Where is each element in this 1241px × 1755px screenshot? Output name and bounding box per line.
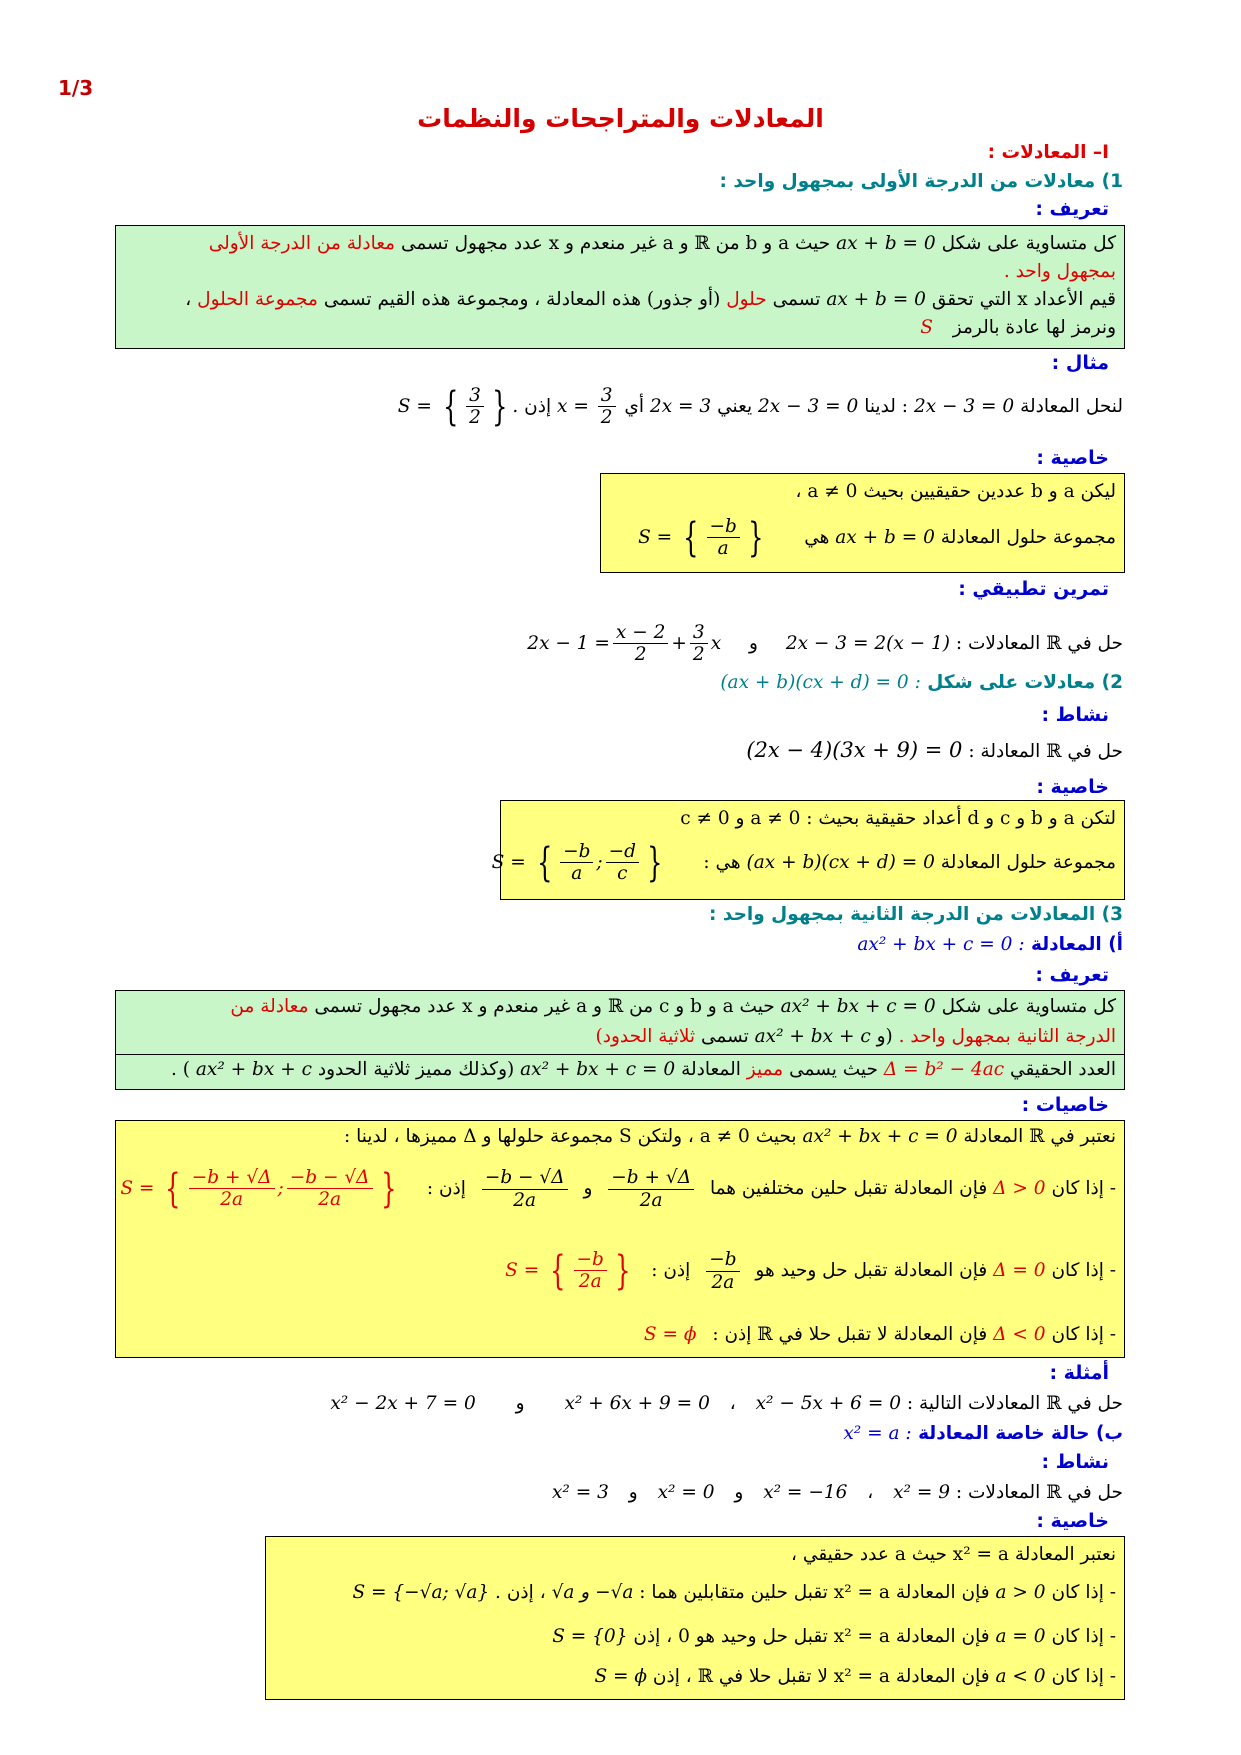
property-3-line-2: - إذا كان a > 0 فإن المعادلة x² = a تقبل حلين متقابلين هما : √a و −√a ، إذن S = {−√a; √a} .	[352, 1582, 1116, 1603]
section-1-heading: 1) معادلات من الدرجة الأولى بمجهول واحد :	[719, 171, 1123, 192]
property-3-line-1: نعتبر المعادلة x² = a حيث a عدد حقيقي ،	[791, 1544, 1116, 1565]
definition-2-line-1: كل متساوية على شكل ax² + bx + c = 0 حيث a و b و c من ℝ و a غير منعدم و x عدد مجهول تسمى معادلة من	[230, 996, 1116, 1017]
examples-line: حل في ℝ المعادلات التالية : x² − 5x + 6 = 0 ، x² + 6x + 9 = 0 و x² − 2x + 7 = 0	[330, 1393, 1123, 1414]
properties-case-1: - إذا كان Δ > 0 فإن المعادلة تقبل حلين مختلفين هما $\frac{-b + √\Delta}{2a}$ و $\frac{-b - √\Delta}{2a}$ إذن : S = { $\frac{-b + √\Delta}{2a}$ ; $\frac{-b - √\Delta}{2a}$ }	[120, 1165, 1116, 1212]
solution-set: S = { $\frac{3}{2}$ } .	[397, 383, 519, 430]
definition-2-box	[115, 990, 1125, 1090]
definition-box	[115, 225, 1125, 349]
activity-label: نشاط :	[1041, 704, 1109, 726]
definition-line-2: بمجهول واحد .	[1003, 261, 1116, 282]
section-3b-heading: ب) حالة خاصة المعادلة x² = a :	[843, 1423, 1123, 1444]
section-3a-heading: أ) المعادلة ax² + bx + c = 0 :	[857, 934, 1123, 955]
property-3-line-4: - إذا كان a < 0 فإن المعادلة x² = a لا تقبل حلا في ℝ ، إذن S = ϕ	[594, 1666, 1116, 1687]
section-3-heading: 3) المعادلات من الدرجة الثانية بمجهول واحد :	[709, 904, 1123, 925]
example-line: لنحل المعادلة 2x − 3 = 0 : لدينا 2x − 3 = 0 يعني 2x = 3 أي x = $\frac{3}{2}$ إذن S = { $\frac{3}{2}$ } .	[397, 383, 1123, 430]
example-label: مثال :	[1051, 352, 1109, 374]
property-1-box	[600, 473, 1125, 573]
properties-case-2: - إذا كان Δ = 0 فإن المعادلة تقبل حل وحيد هو $\frac{-b}{2a}$ إذن : S = { $\frac{-b}{2a}$ }	[505, 1247, 1116, 1294]
section-2-heading: 2) معادلات على شكل (ax + b)(cx + d) = 0 :	[720, 672, 1123, 693]
exercise-label: تمرين تطبيقي :	[958, 578, 1109, 600]
definition-line-3: قيم الأعداد x التي تحقق ax + b = 0 تسمى حلول (أو جذور) هذه المعادلة ، ومجموعة هذه القيم تسمى مجموعة الحلول ،	[185, 289, 1116, 310]
definition-line-1: كل متساوية على شكل ax + b = 0 حيث a و b من ℝ و a غير منعدم و x عدد مجهول تسمى معادلة من الدرجة الأولى	[208, 233, 1116, 254]
property-3-line-3: - إذا كان a = 0 فإن المعادلة x² = a تقبل حل وحيد هو 0 ، إذن S = {0}	[552, 1626, 1116, 1647]
exercise-line: حل في ℝ المعادلات : 2x − 3 = 2(x − 1) و 2x − 1 = $\frac{x - 2}{2}$ + $\frac{3}{2}$ x	[527, 622, 1123, 666]
definition-2-label: تعريف :	[1035, 964, 1109, 986]
properties-label: خاصيات :	[1021, 1094, 1109, 1116]
activity-2-line: حل في ℝ المعادلات : x² = 9 ، x² = −16 و x² = 0 و x² = 3	[551, 1482, 1123, 1503]
definition-line-4: ونرمز لها عادة بالرمز S	[920, 317, 1116, 338]
part-heading: I– المعادلات :	[987, 142, 1109, 163]
definition-label: تعريف :	[1035, 198, 1109, 220]
page-number: 1/3	[58, 76, 94, 100]
examples-label: أمثلة :	[1049, 1362, 1109, 1384]
properties-case-3: - إذا كان Δ < 0 فإن المعادلة لا تقبل حلا في ℝ إذن : S = ϕ	[643, 1324, 1116, 1345]
properties-line-1: نعتبر في ℝ المعادلة ax² + bx + c = 0 بحيث a ≠ 0 ، ولتكن S مجموعة حلولها و Δ مميزها ، لدينا :	[343, 1126, 1116, 1147]
property-2-line-2: مجموعة حلول المعادلة (ax + b)(cx + d) = 0 هي : S = { $\frac{-b}{a}$ ; $\frac{-d}{c}$ }	[491, 839, 1116, 886]
properties-box	[115, 1120, 1125, 1358]
property-1-label: خاصية :	[1036, 447, 1109, 469]
property-3-label: خاصية :	[1036, 1510, 1109, 1532]
property-2-label: خاصية :	[1036, 776, 1109, 798]
property-2-line-1: لتكن a و b و c و d أعداد حقيقية بحيث : a ≠ 0 و c ≠ 0	[680, 808, 1116, 829]
definition-2-line-2: الدرجة الثانية بمجهول واحد . (و ax² + bx + c تسمى ثلاثية الحدود)	[595, 1026, 1116, 1047]
property-2-box	[491, 800, 1125, 900]
definition-2-separator	[116, 1054, 1124, 1055]
activity-line: حل في ℝ المعادلة : (2x − 4)(3x + 9) = 0	[746, 738, 1123, 762]
activity-2-label: نشاط :	[1041, 1451, 1109, 1473]
property-1-line-2: مجموعة حلول المعادلة ax + b = 0 هي S = { $\frac{-b}{a}$ }	[638, 514, 1116, 561]
property-3-box	[265, 1536, 1125, 1700]
property-1-line-1: ليكن a و b عددين حقيقيين بحيث a ≠ 0 ،	[795, 481, 1116, 502]
page-title: المعادلات والمتراجحات والنظمات	[417, 104, 824, 133]
definition-2-line-3: العدد الحقيقي Δ = b² − 4ac حيث يسمى مميز المعادلة ax² + bx + c = 0 (وكذلك مميز ثلاثية الحدود ax² + bx + c ) .	[171, 1059, 1116, 1080]
